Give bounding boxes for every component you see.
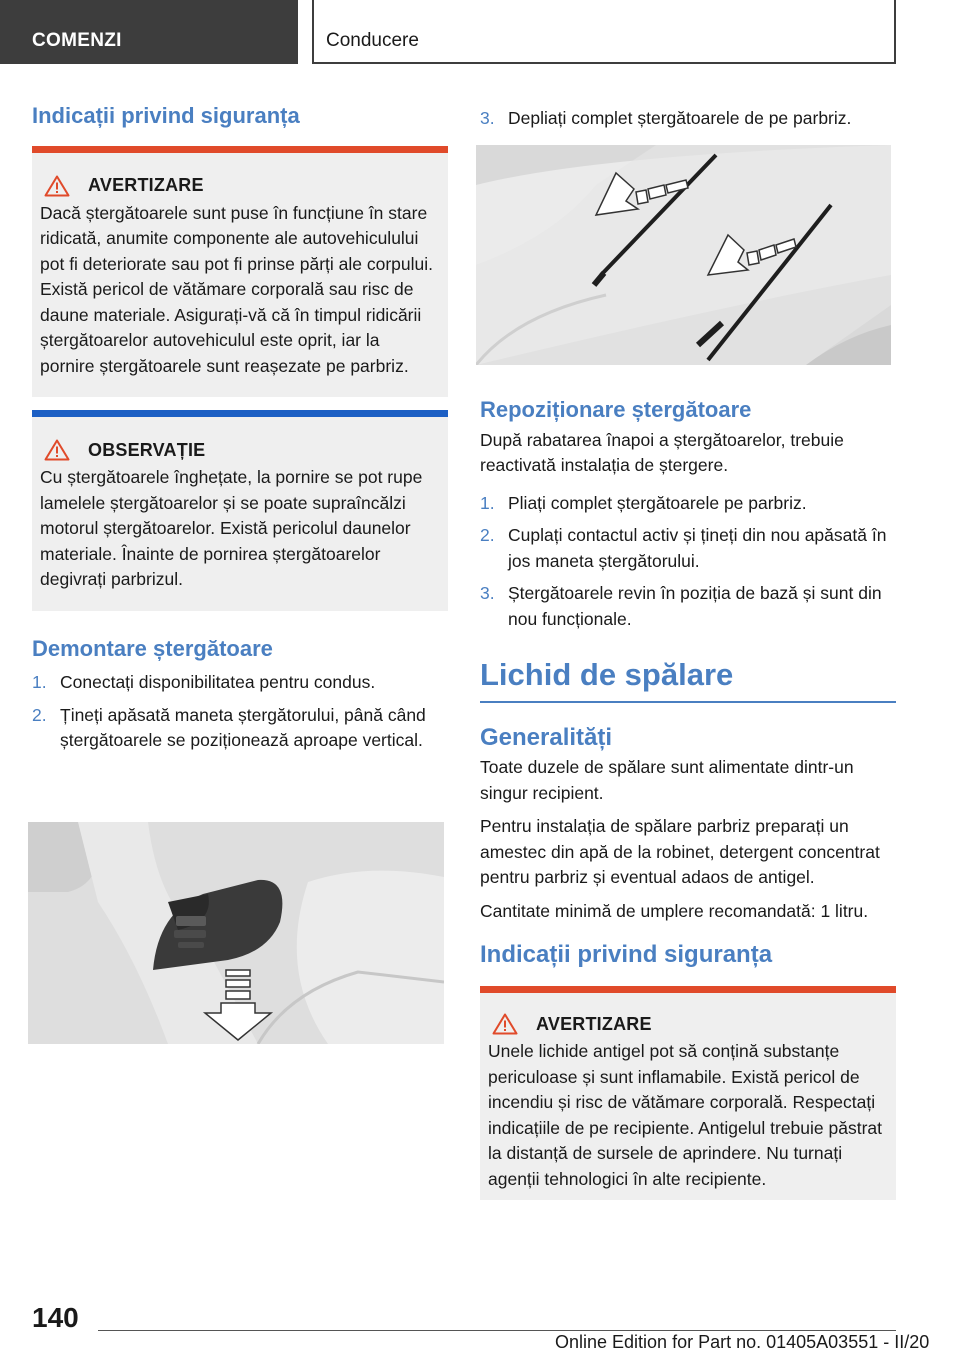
repozitionare-heading: Repoziționare ștergătoare [480,397,752,422]
list-item: 3. Ștergătoarele revin în poziția de bază și sunt din nou funcționale. [480,583,882,629]
generalitati-p2: Pentru instalația de spălare parbriz preparați un amestec din apă de la robinet, detergent concentrat pentru parbriz și eventual adaos de antigel. [480,816,880,888]
wiper-stalk-figure [28,822,444,1044]
page-number: 140 [32,1302,79,1333]
warning-triangle-icon [44,175,70,197]
right-column [480,96,896,139]
list-item: 2. Cuplați contactul activ și țineți din nou apăsată în jos maneta ștergătorului. [480,525,887,571]
generalitati-p3: Cantitate minimă de umplere recomandată: 1 litru. [480,900,869,921]
safety-heading: Indicații privind siguranța [32,103,300,128]
generalitati-heading: Generalități [480,724,613,752]
header-chapter: Conducere [312,0,896,64]
note-title: OBSERVAȚIE [88,439,206,460]
depliere-step [480,106,896,132]
list-item: 1. Conectați disponibilitatea pentru condus. [32,672,376,692]
repozitionare-intro: După rabatarea înapoi a ștergătoarelor, trebuie reactivată instalația de ștergere. [480,429,844,475]
right-column-lower [480,396,896,1200]
note-triangle-icon [44,439,70,461]
generalitati-p1: Toate duzele de spălare sunt alimentate dintr-un singur recipient. [480,757,854,803]
list-item: 1. Pliați complet ștergătoarele pe parbriz. [480,492,807,513]
warning-triangle-icon [492,1013,518,1035]
edition-note: Online Edition for Part no. 01405A03551 - II/20 [555,1332,930,1352]
list-item: 3. Depliați complet ștergătoarele de pe parbriz. [480,108,852,128]
list-item: 2. Țineți apăsată maneta ștergătorului, până când ștergătoarele se poziționează aproape vertical. [32,704,426,750]
header-section: COMENZI [0,0,298,64]
lichid-warning-box [480,986,896,1200]
demontare-heading: Demontare ștergătoare [32,635,273,661]
warning-text: Dacă ștergătoarele sunt puse în funcțiune în stare ridicată, anumite componente ale autovehiculului pot fi deteriorate sau pot fi prinse părți ale corpului. Există pericol de vătămare corporală sau risc de daune materiale. Asigurați-vă că în timpul ridicării ștergătoarelor autovehiculul este oprit, iar la pornire ștergătoarele sunt reașezate pe parbriz. [40,202,433,376]
lichid-heading: Lichid de spălare [480,656,896,703]
note-box [32,410,448,611]
lichid-warning-text: Unele lichide antigel pot să conțină substanțe periculoase și sunt inflamabile. Există pericol de incendiu și risc de vătămare corporală. Respectați indicațiile de pe recipiente. Antigelul trebuie păstrat la distanță de sursele de aprindere. Nu turnați agenții tehnologici în alte recipiente. [488,1041,882,1189]
lichid-warning-title: AVERTIZARE [536,1013,652,1034]
demontare-steps [32,670,448,754]
warning-box [32,146,448,398]
note-text: Cu ștergătoarele înghețate, la pornire se pot rupe lamelele ștergătoarelor și se poate supraîncălzi motorul ștergătoarelor. Există pericolul daunelor materiale. Înainte de pornirea ștergătoarelor degivrați parbrizul. [40,467,423,589]
left-column [32,96,448,761]
footer-divider [98,1330,896,1331]
wipers-windshield-figure [476,145,891,365]
lichid-safety-heading: Indicații privind siguranța [480,941,773,969]
repozitionare-steps [480,491,896,633]
warning-title: AVERTIZARE [88,175,204,195]
